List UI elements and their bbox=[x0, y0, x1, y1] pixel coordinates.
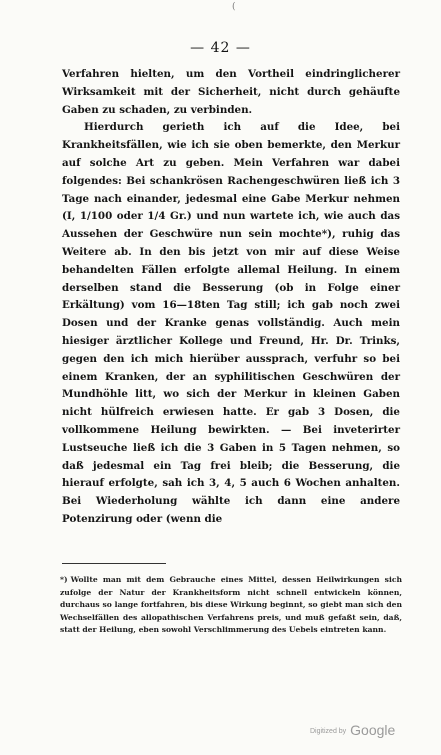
paragraph-main: Hierdurch gerieth ich auf die Idee, bei Krankheitsfällen, wie ich sie oben bemerkte, den Merkur auf solche Art zu geben. Mein Verfahren war dabei folgendes: Bei schankrösen Rachengeschwüren ließ ich 3 Tage nach einander, jedesmal eine Gabe Merkur nehmen (I, 1/100 oder 1/4 Gr.) und nun wartete ich, wie auch das Aussehen der Geschwüre nun sein mochte*), ruhig das Weitere ab. In den bis jetzt von mir auf diese Weise behandelten Fällen erfolgte allemal Heilung. In einem derselben stand die Besserung (ob in Folge einer Erkältung) vom 16—18ten Tag still; ich gab noch zwei Dosen und der Kranke genas vollständig. Auch mein hiesiger ärztlicher Kollege und Freund, Hr. Dr. Trinks, gegen den ich mich hierüber aussprach, verfuhr so bei einem Kranken, der an syphilitischen Geschwüren der Mundhöhle litt, wo sich der Merkur in kleinen Gaben nicht hülfreich erwiesen hatte. Er gab 3 Dosen, die vollkommene Heilung bewirkten. — Bei inveterirter Lustseuche ließ ich die 3 Gaben in 5 Tagen nehmen, so daß jedesmal ein Tag frei bleib; die Besserung, die hierauf erfolgte, sah ich 3, 4, 5 auch 6 Wochen anhalten. Bei Wiederholung wählte ich dann eine andere Potenzirung oder (wenn die bbox=[62, 121, 400, 525]
paragraph-continuation: Verfahren hielten, um den Vortheil eindringlicherer Wirksamkeit mit der Sicherheit, nicht durch gehäufte Gaben zu schaden, zu verbinden. bbox=[62, 68, 400, 116]
page-number: — 42 — bbox=[190, 40, 251, 56]
footnote-divider bbox=[62, 563, 166, 564]
footnote-marker: *) bbox=[60, 575, 68, 584]
footnote bbox=[60, 574, 402, 637]
footnote-text: Wollte man mit dem Gebrauche eines Mittel, dessen Heilwirkungen sich zufolge der Natur der Krankheitsform nicht schnell entwickeln können, durchaus so lange fortfahren, bis diese Wirkung beginnt, so giebt man sich den Wechselfällen des allopathischen Verfahrens preis, und muß gefaßt sein, daß, statt der Heilung, eben sowohl Verschlimmerung des Uebels eintreten kann. bbox=[60, 575, 402, 635]
digitization-watermark bbox=[310, 722, 395, 738]
watermark-prefix: Digitized by bbox=[310, 728, 347, 735]
watermark-brand: Google bbox=[350, 722, 396, 738]
corner-mark: ( bbox=[232, 2, 236, 12]
body-text bbox=[62, 66, 400, 529]
